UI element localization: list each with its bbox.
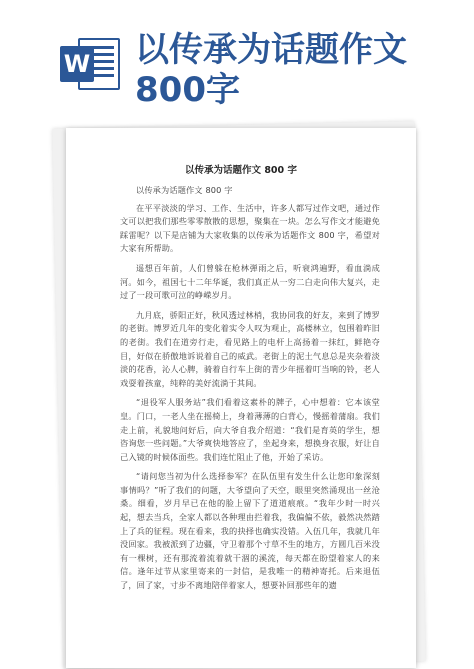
paragraph: 在平平淡淡的学习、工作、生活中，许多人都写过作文吧，通过作文可以把我们那些零零散散的思想，聚集在一块。怎么写作文才能避免踩雷呢？以下是店铺为大家收集的以传承为话题作文 800 字，希望对大家有所帮助。 xyxy=(120,202,380,254)
paragraph: 九月底，骄阳正好，秋风透过林梢，我协同我的好友，来到了博罗的老街。博罗近几年的变化着实令人叹为观止，高楼林立，包围着昨旧的老街。我们在道旁行走，看见路上的电杆上高扬着一抹红，鲜艳夺目，好似在骄傲地诉说着自己的威武。老街上的泥土气息总是夹杂着淡淡的花香，沁人心脾，骑着自行车上街的青少年摇着叮当响的铃，老人戏耍着孩童，纯粹的美好流淌于其间。 xyxy=(120,309,380,388)
page-title: 以传承为话题作文800字 xyxy=(135,30,407,110)
document-title: 以传承为话题作文 800 字 xyxy=(185,165,297,176)
header-banner xyxy=(0,0,474,130)
document-preview xyxy=(66,128,416,668)
document-subtitle: 以传承为话题作文 800 字 xyxy=(136,185,233,195)
word-badge: W xyxy=(60,46,94,82)
paragraph: “退役军人服务站”我们看着这素朴的牌子，心中想着：它本该堂皇。门口，一老人坐在摇椅上，身着薄薄的白背心，慢摇着蒲扇。我们走上前，礼貌地问好后，向大爷自我介绍道：“我们是育英的学生，想咨询您一些问题。”大爷爽快地答应了，坐起身来，想换身衣服，好让自己入镜的时候体面些。我们连忙阻止了他，开始了采访。 xyxy=(120,397,380,462)
paragraph: “请问您当初为什么选择参军？在队伍里有发生什么让您印象深刻事情吗？”听了我们的问题，大爷望向了天空，眼里突然涌现出一丝沧桑。细看，岁月早已在他的脸上留下了道道痕痕。“我年少时一时兴起，想去当兵，全家人都以各种理由拦着我，我偏偏不依，毅然决然踏上了兵的征程。现在看来，我的抉择也确实没错。入伍几年，我就几年没回家。我被派到了边疆，守卫着那个寸草不生的地方，方圆几百米没有一棵树，还有那流着流着就干涸的溪流，每天都在盼望着家人的来信。逢年过节从家里寄来的一封信，是我唯一的精神寄托。后来退伍了，回了家，寸步不离地陪伴着家人，想要补回那些年的遗 xyxy=(120,471,380,591)
document-body xyxy=(120,184,380,599)
paragraph: 遥想百年前，人们曾躲在枪林弹雨之后，听衰鸿遍野，看血淌成河。如今，祖国七十二年华诞，我们真正从一穷二白走向伟大复兴，走过了一段可歌可泣的峥嵘岁月。 xyxy=(120,262,380,301)
word-document-icon xyxy=(60,38,122,90)
